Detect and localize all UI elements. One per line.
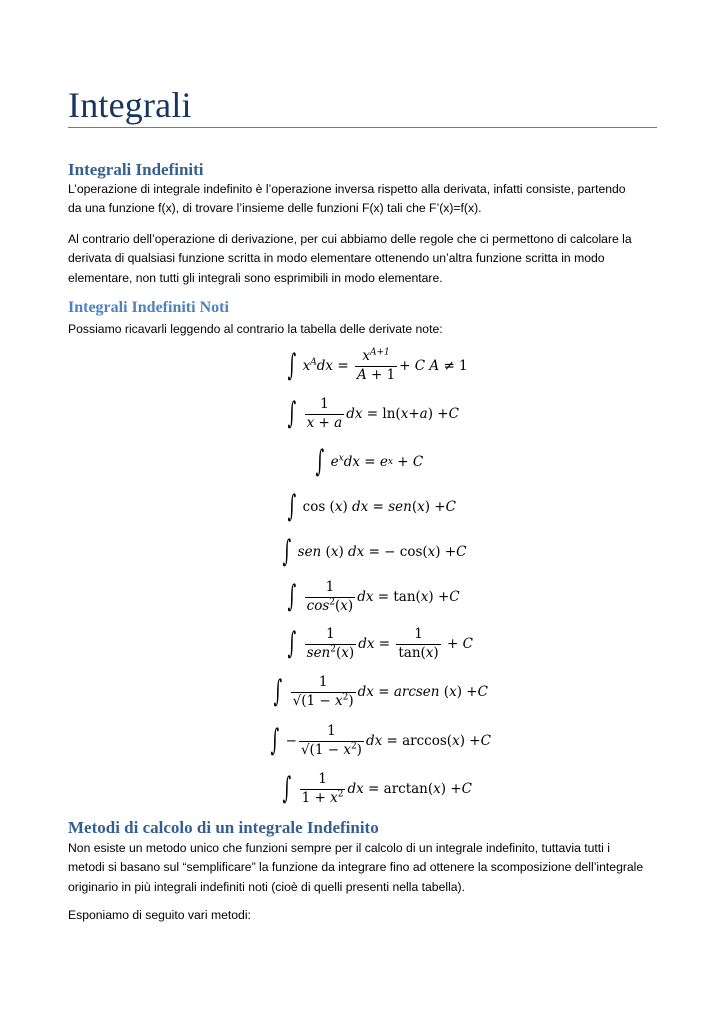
- text-line: Non esiste un metodo unico che funzioni sempre per il calcolo di un integrale indefinito, tuttavia tutti i: [68, 841, 610, 855]
- paragraph-esponiamo: [68, 906, 663, 925]
- integral-sign: ∫: [282, 534, 292, 569]
- formula-arcsen: ∫ $\frac{1}{√(1 - x^2)}$ dx = arcsen ( x ) + C: [273, 674, 488, 709]
- text-line: elementare, non tutti gli integrali sono esprimibili in modo elementare.: [68, 270, 443, 285]
- integral-sign: ∫: [287, 626, 297, 661]
- text-line: Al contrario dell’operazione di derivazione, per cui abbiamo delle regole che ci permettono di calcolare la: [68, 232, 632, 246]
- formula-arccos: ∫ − $\frac{1}{√(1 - x^2)}$ dx = arccos( x ) + C: [270, 723, 491, 758]
- formula-sen: ∫ sen ( x ) dx = − cos( x ) + C: [282, 534, 467, 569]
- paragraph-noti-intro: [68, 320, 663, 339]
- paragraph-derivation-contrast: [68, 230, 663, 288]
- heading-metodi-calcolo: Metodi di calcolo di un integrale Indefinito: [68, 818, 379, 837]
- integral-sign: ∫: [287, 396, 297, 431]
- heading-integrali-indefiniti: Integrali Indefiniti: [68, 160, 204, 179]
- text-line: metodi si basano sul “semplificare” la funzione da integrare fino ad ottenere la scomposizione dell’integrale: [68, 860, 644, 875]
- text-line: originario in più integrali indefiniti noti (cioè di quelli presenti nella tabella).: [68, 879, 465, 894]
- formula-cos: ∫ cos ( x ) dx = sen ( x ) + C: [287, 489, 456, 524]
- integral-sign: ∫: [273, 674, 283, 709]
- integral-sign: ∫: [287, 489, 297, 524]
- formula-cot: ∫ $\frac{1}{sen^2(x)}$ dx = $\frac{1}{\tan(x)}$ + C: [287, 626, 473, 661]
- formula-exp: ∫ $e^xdx$ = e x + C: [315, 444, 424, 479]
- paragraph-metodi: [68, 839, 663, 897]
- integral-sign: ∫: [270, 723, 280, 758]
- integral-sign: ∫: [287, 348, 297, 383]
- heading-integrali-noti: Integrali Indefiniti Noti: [68, 299, 229, 316]
- title-underline: [68, 127, 657, 128]
- document-title: Integrali: [68, 85, 192, 125]
- formula-power: ∫ $x^Adx$ = $\frac{x^{A+1}}{A + 1}$ + C A ≠ 1: [287, 347, 468, 383]
- text-line: Esponiamo di seguito vari metodi:: [68, 908, 251, 922]
- text-line: da una funzione f(x), di trovare l’insieme delle funzioni F(x) tali che F’(x)=f(x).: [68, 201, 482, 216]
- formula-tan: ∫ $\frac{1}{\cos^2(x)}$ dx = tan( x ) + C: [287, 579, 460, 614]
- text-line: derivata di qualsiasi funzione scritta in modo elementare ottenendo un’altra funzione scritta in modo: [68, 251, 605, 266]
- formula-arctan: ∫ $\frac{1}{1 + x^2}$ dx = arctan( x ) + C: [282, 771, 472, 806]
- text-line: Possiamo ricavarli leggendo al contrario la tabella delle derivate note:: [68, 322, 443, 336]
- integral-sign: ∫: [287, 579, 297, 614]
- text-line: L’operazione di integrale indefinito è l’operazione inversa rispetto alla derivata, infatti consiste, partendo: [68, 182, 626, 196]
- formula-log: ∫ $\frac{1}{x + a}$ dx = ln( x + a ) + C: [287, 396, 459, 431]
- integral-sign: ∫: [315, 444, 325, 479]
- paragraph-definition: [68, 180, 663, 219]
- integral-sign: ∫: [282, 771, 292, 806]
